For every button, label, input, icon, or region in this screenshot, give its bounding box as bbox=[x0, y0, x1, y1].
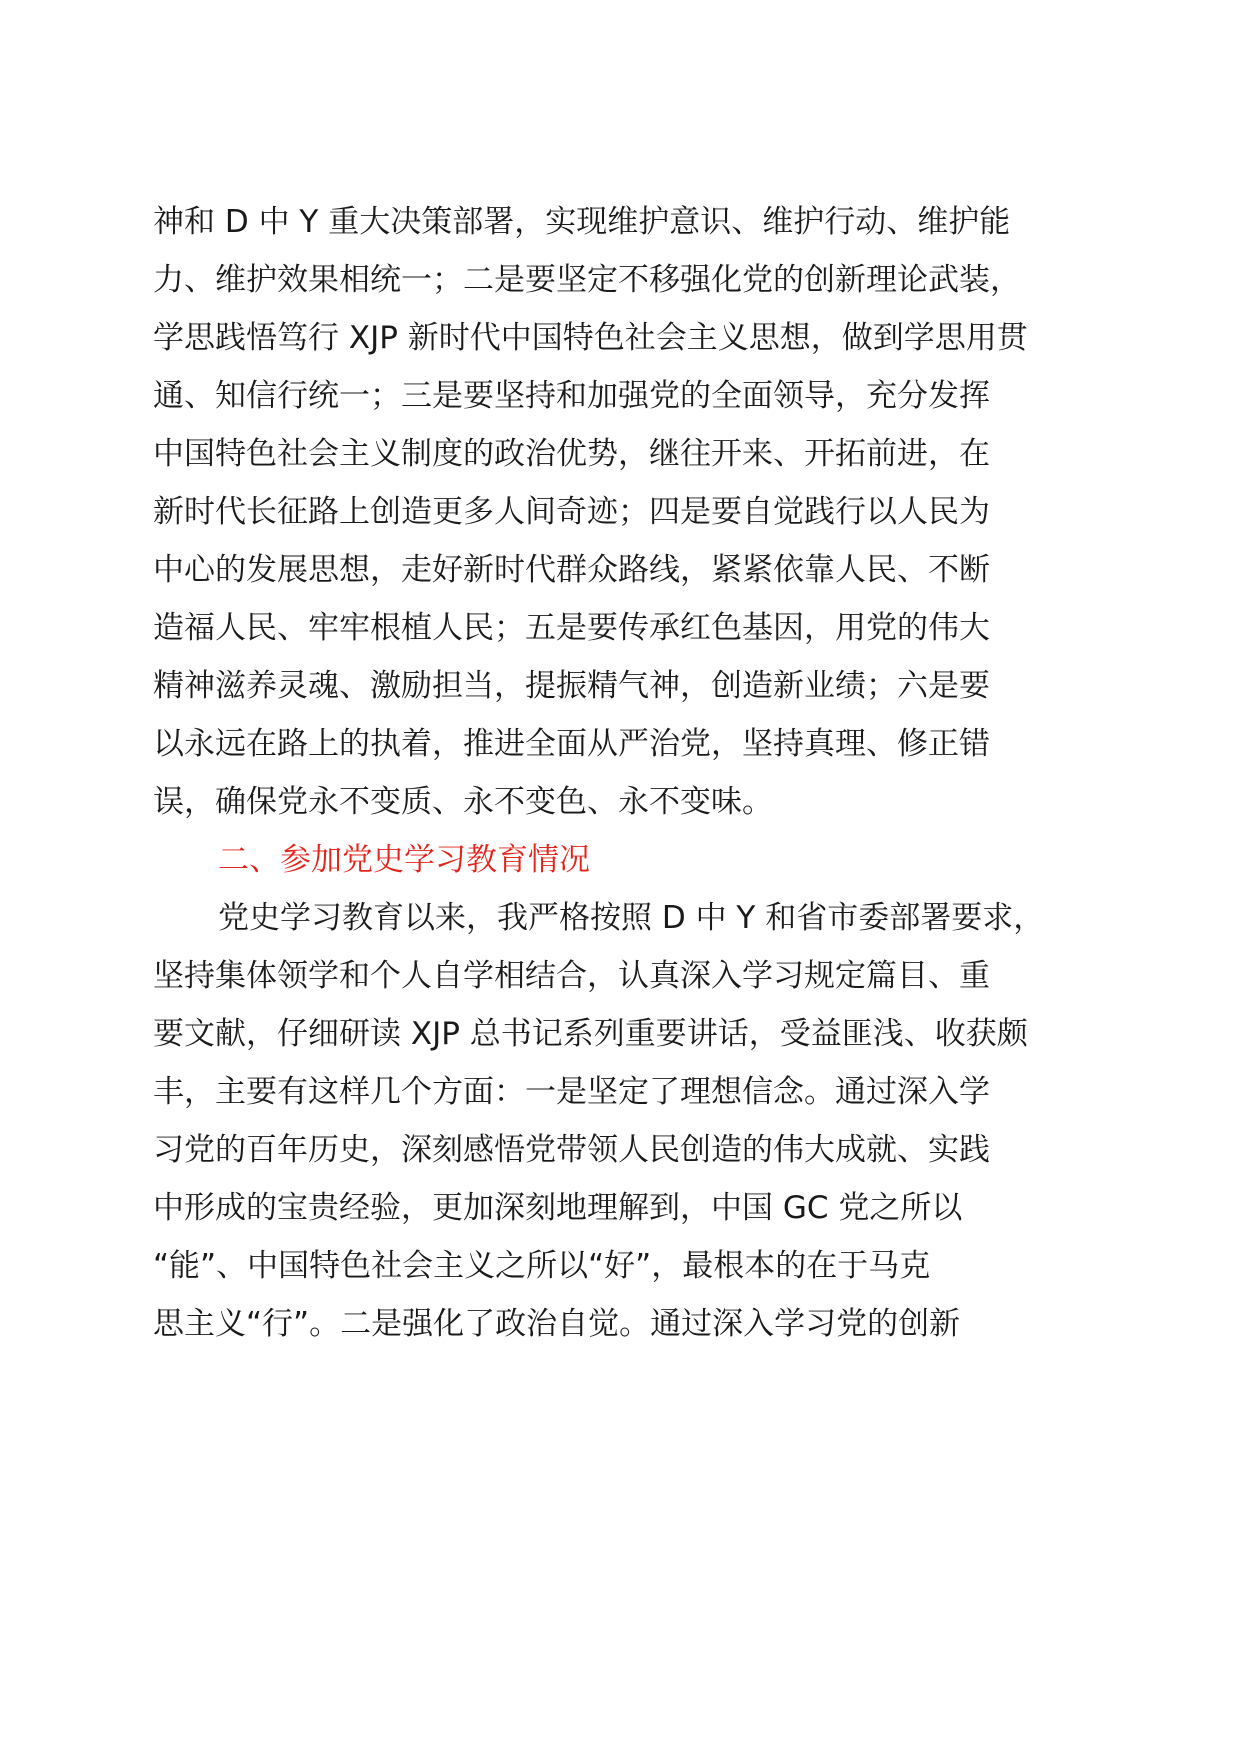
paragraph-2-line-4: 丰，主要有这样几个方面：一是坚定了理想信念。通过深入学 bbox=[153, 1074, 990, 1110]
paragraph-1-line-1: 神和 D 中 Y 重大决策部署，实现维护意识、维护行动、维护能 bbox=[153, 204, 1011, 240]
paragraph-1-line-3: 学思践悟笃行 XJP 新时代中国特色社会主义思想，做到学思用贯 bbox=[153, 320, 1028, 356]
paragraph-1-line-4: 通、知信行统一；三是要坚持和加强党的全面领导，充分发挥 bbox=[153, 378, 990, 414]
paragraph-1-line-10: 以永远在路上的执着，推进全面从严治党，坚持真理、修正错 bbox=[153, 726, 990, 762]
paragraph-2-line-8: 思主义“行”。二是强化了政治自觉。通过深入学习党的创新 bbox=[153, 1306, 961, 1342]
paragraph-1-line-7: 中心的发展思想，走好新时代群众路线，紧紧依靠人民、不断 bbox=[153, 552, 990, 588]
paragraph-1-line-11: 误，确保党永不变质、永不变色、永不变味。 bbox=[153, 784, 773, 820]
paragraph-1-line-2: 力、维护效果相统一；二是要坚定不移强化党的创新理论武装， bbox=[153, 262, 1021, 298]
paragraph-2-line-2: 坚持集体领学和个人自学相结合，认真深入学习规定篇目、重 bbox=[153, 958, 990, 994]
paragraph-2-line-1: 党史学习教育以来，我严格按照 D 中 Y 和省市委部署要求， bbox=[218, 900, 1045, 936]
paragraph-2-line-6: 中形成的宝贵经验，更加深刻地理解到，中国 GC 党之所以 bbox=[153, 1190, 963, 1226]
paragraph-1-line-5: 中国特色社会主义制度的政治优势，继往开来、开拓前进，在 bbox=[153, 436, 990, 472]
paragraph-2-line-7: “能”、中国特色社会主义之所以“好”，最根本的在于马克 bbox=[153, 1248, 931, 1284]
paragraph-2-line-3: 要文献，仔细研读 XJP 总书记系列重要讲话，受益匪浅、收获颇 bbox=[153, 1016, 1028, 1052]
paragraph-2-line-5: 习党的百年历史，深刻感悟党带领人民创造的伟大成就、实践 bbox=[153, 1132, 990, 1168]
paragraph-1-line-6: 新时代长征路上创造更多人间奇迹；四是要自觉践行以人民为 bbox=[153, 494, 990, 530]
section-heading: 二、参加党史学习教育情况 bbox=[218, 842, 590, 878]
paragraph-1-line-9: 精神滋养灵魂、激励担当，提振精气神，创造新业绩；六是要 bbox=[153, 668, 990, 704]
paragraph-1-line-8: 造福人民、牢牢根植人民；五是要传承红色基因，用党的伟大 bbox=[153, 610, 990, 646]
